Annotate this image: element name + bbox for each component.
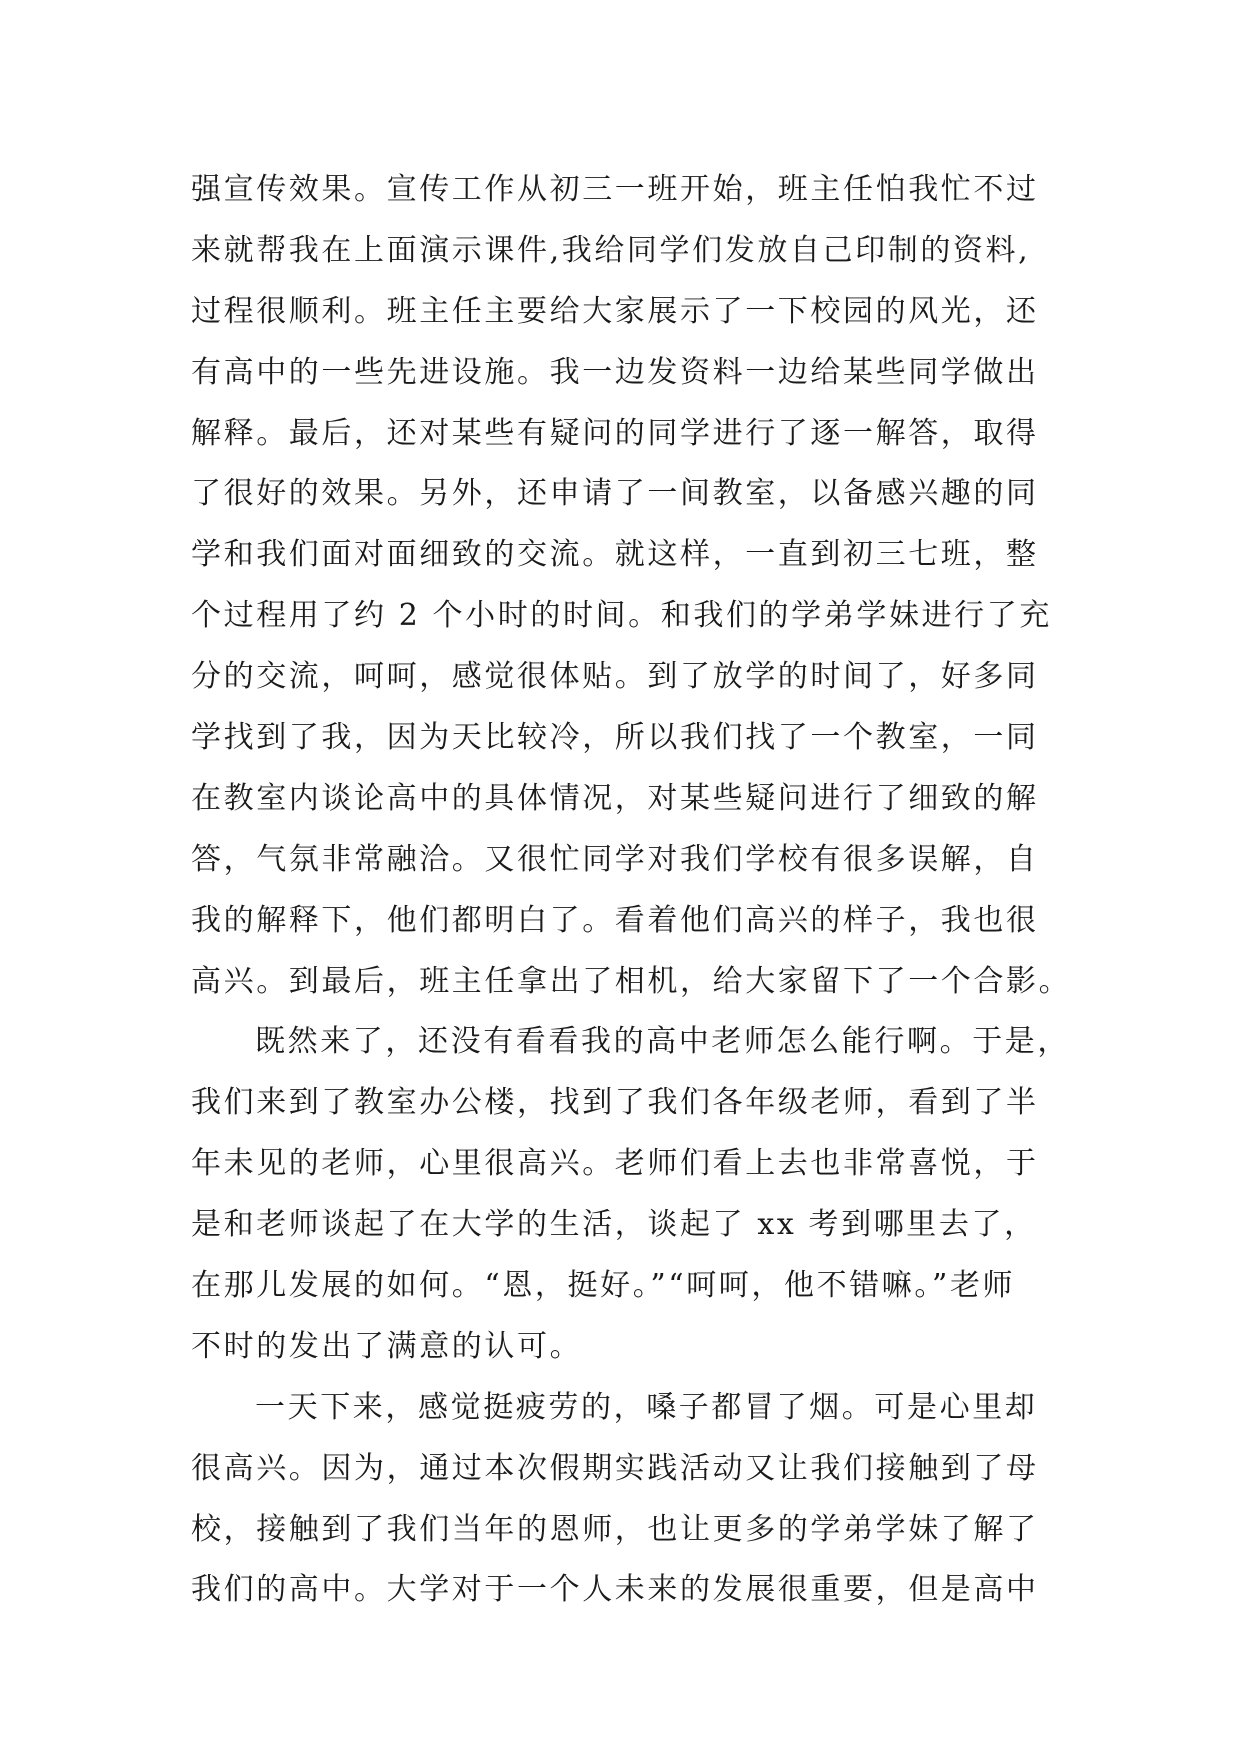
text-line: 年未见的老师，心里很高兴。老师们看上去也非常喜悦，于	[191, 1146, 1039, 1182]
text-line: 不时的发出了满意的认可。	[191, 1328, 583, 1364]
text-line: 过程很顺利。班主任主要给大家展示了一下校园的风光，还	[191, 293, 1039, 329]
text-line: 在教室内谈论高中的具体情况，对某些疑问进行了细致的解	[191, 780, 1039, 816]
text-line: 在那儿发展的如何。“恩，挺好。”“呵呵，他不错嘛。”老师	[191, 1268, 1016, 1304]
text-line: 我们来到了教室办公楼，找到了我们各年级老师，看到了半	[191, 1085, 1039, 1121]
text-line: 答，气氛非常融洽。又很忙同学对我们学校有很多误解，自	[191, 841, 1039, 877]
text-line: 解释。最后，还对某些有疑问的同学进行了逐一解答，取得	[191, 415, 1039, 451]
text-line: 有高中的一些先进设施。我一边发资料一边给某些同学做出	[191, 354, 1039, 390]
body-text	[191, 160, 1091, 1621]
text-line: 学找到了我，因为天比较冷，所以我们找了一个教室，一同	[191, 720, 1039, 756]
text-line: 是和老师谈起了在大学的生活，谈起了 xx 考到哪里去了，	[191, 1207, 1037, 1243]
text-line: 我的解释下，他们都明白了。看着他们高兴的样子，我也很	[191, 902, 1039, 938]
text-line: 高兴。到最后，班主任拿出了相机，给大家留下了一个合影。	[191, 963, 1072, 999]
text-line: 分的交流，呵呵，感觉很体贴。到了放学的时间了，好多同	[191, 659, 1039, 695]
paragraph-first-line: 一天下来，感觉挺疲劳的，嗓子都冒了烟。可是心里却	[255, 1389, 1038, 1425]
text-line: 我们的高中。大学对于一个人未来的发展很重要，但是高中	[191, 1572, 1039, 1608]
text-line: 校，接触到了我们当年的恩师，也让更多的学弟学妹了解了	[191, 1511, 1039, 1547]
text-line: 个过程用了约 2 个小时的时间。和我们的学弟学妹进行了充	[191, 598, 1052, 634]
text-line: 很高兴。因为，通过本次假期实践活动又让我们接触到了母	[191, 1450, 1039, 1486]
text-line: 了很好的效果。另外，还申请了一间教室，以备感兴趣的同	[191, 476, 1039, 512]
paragraph-first-line: 既然来了，还没有看看我的高中老师怎么能行啊。于是，	[255, 1024, 1070, 1060]
text-line: 强宣传效果。宣传工作从初三一班开始，班主任怕我忙不过	[191, 172, 1039, 207]
text-line: 来就帮我在上面演示课件,我给同学们发放自己印制的资料,	[191, 232, 1031, 268]
text-line: 学和我们面对面细致的交流。就这样，一直到初三七班，整	[191, 537, 1039, 573]
